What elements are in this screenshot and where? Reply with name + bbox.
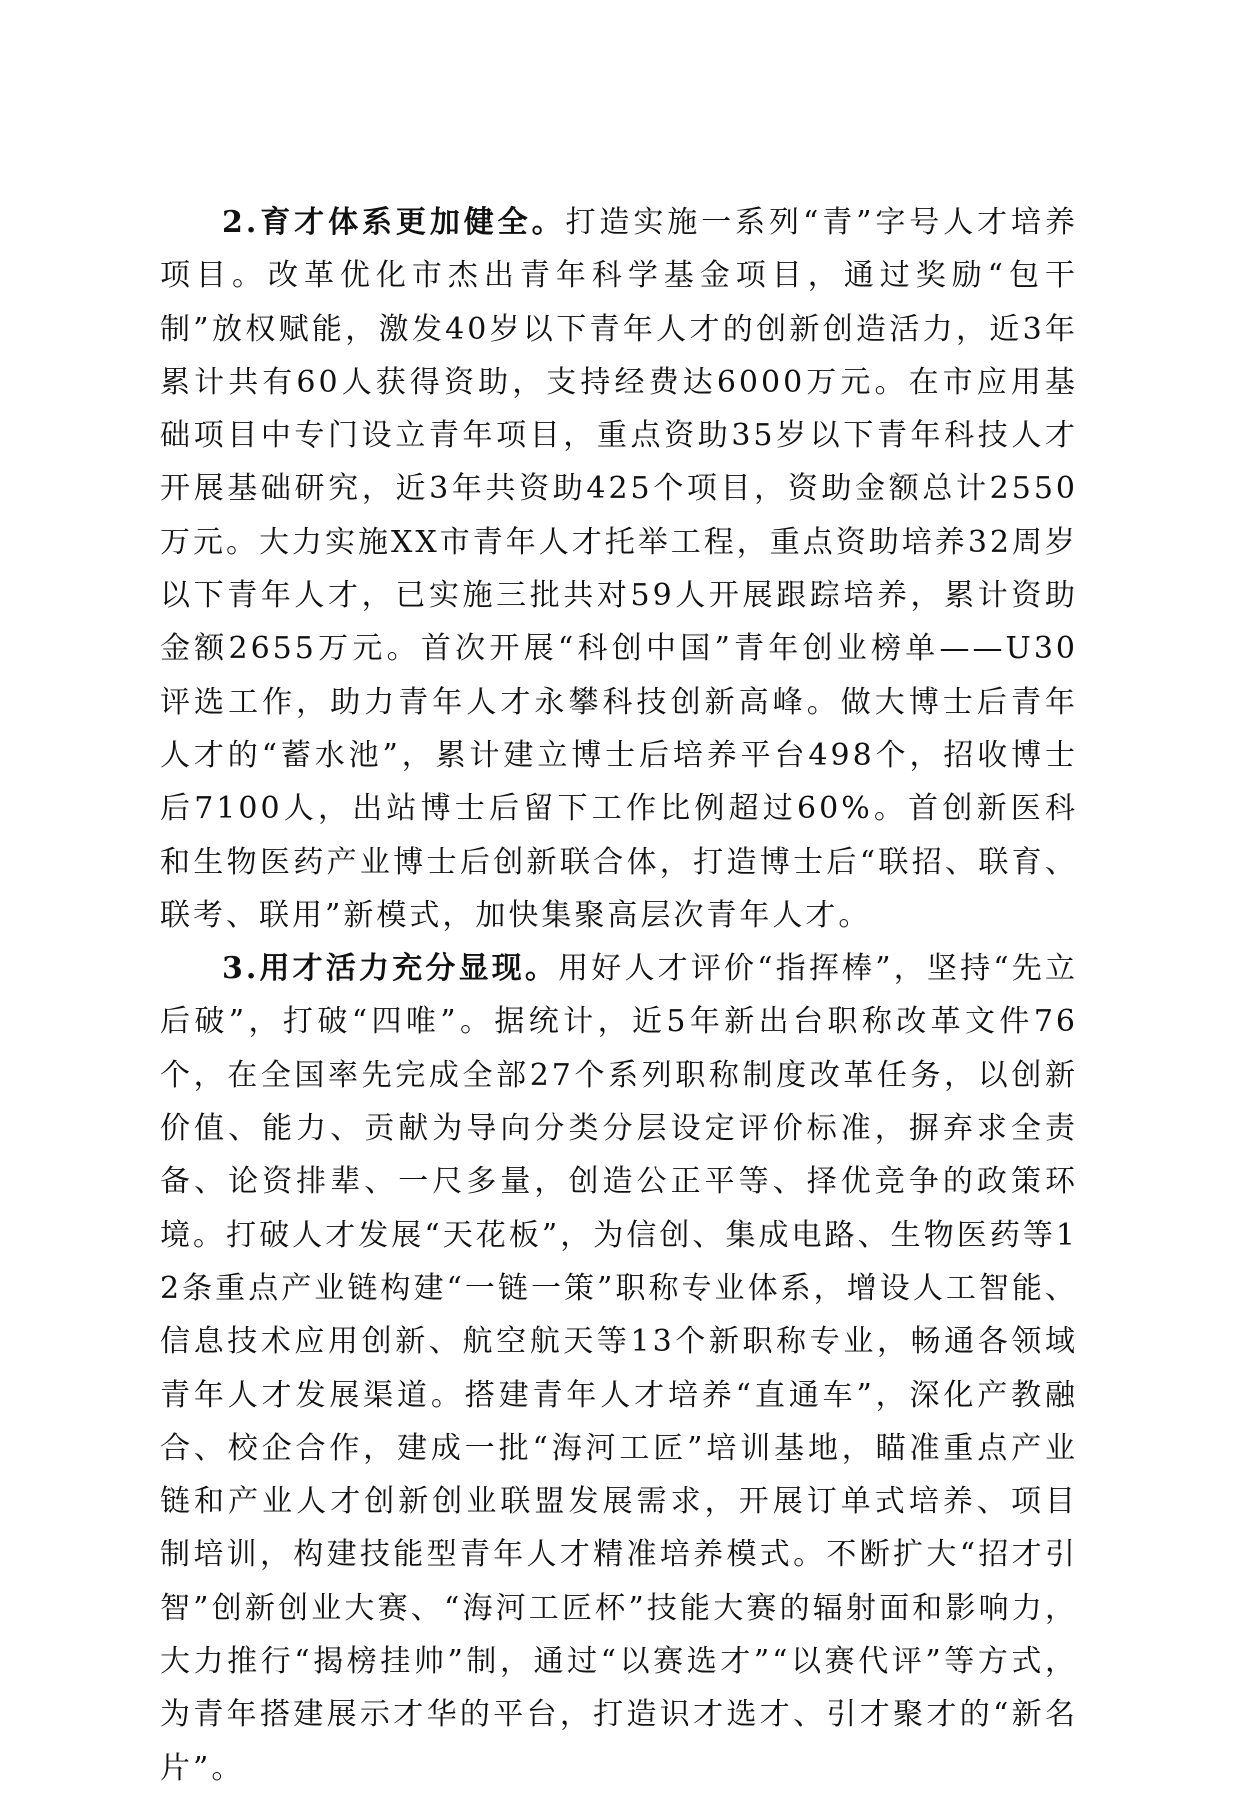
section-heading: 2.育才体系更加健全。: [222, 205, 566, 240]
section-text: 用好人才评价“指挥棒”，坚持“先立后破”，打破“四唯”。据统计，近5年新出台职称改革文件76个，在全国率先完成全部27个系列职称制度改革任务，以创新价值、能力、贡献为导向分类分层设定评价标准，摒弃求全责备、论资排辈、一尺多量，创造公正平等、择优竞争的政策环境。打破人才发展“天花板”，为信创、集成电路、生物医药等12条重点产业链构建“一链一策”职称专业体系，增设人工智能、信息技术应用创新、航空航天等13个新职称专业，畅通各领域青年人才发展渠道。搭建青年人才培养“直通车”，深化产教融合、校企合作，建成一批“海河工匠”培训基地，瞄准重点产业链和产业人才创新创业联盟发展需求，开展订单式培养、项目制培训，构建技能型青年人才精准培养模式。不断扩大“招才引智”创新创业大赛、“海河工匠杯”技能大赛的辐射面和影响力，大力推行“揭榜挂帅”制，通过“以赛选才”“以赛代评”等方式，为青年搭建展示才华的平台，打造识才选才、引才聚才的“新名片”。: [160, 951, 1078, 1786]
document-body: [160, 196, 1078, 1795]
section-talent-utilization: [160, 942, 1078, 1795]
section-text: 打造实施一系列“青”字号人才培养项目。改革优化市杰出青年科学基金项目，通过奖励“包干制”放权赋能，激发40岁以下青年人才的创新创造活力，近3年累计共有60人获得资助，支持经费达6000万元。在市应用基础项目中专门设立青年项目，重点资助35岁以下青年科技人才开展基础研究，近3年共资助425个项目，资助金额总计2550万元。大力实施XX市青年人才托举工程，重点资助培养32周岁以下青年人才，已实施三批共对59人开展跟踪培养，累计资助金额2655万元。首次开展“科创中国”青年创业榜单——U30评选工作，助力青年人才永攀科技创新高峰。做大博士后青年人才的“蓄水池”，累计建立博士后培养平台498个，招收博士后7100人，出站博士后留下工作比例超过60%。首创新医科和生物医药产业博士后创新联合体，打造博士后“联招、联育、联考、联用”新模式，加快集聚高层次青年人才。: [160, 205, 1078, 933]
section-talent-cultivation: [160, 196, 1078, 942]
section-heading: 3.用才活力充分显现。: [222, 951, 559, 987]
